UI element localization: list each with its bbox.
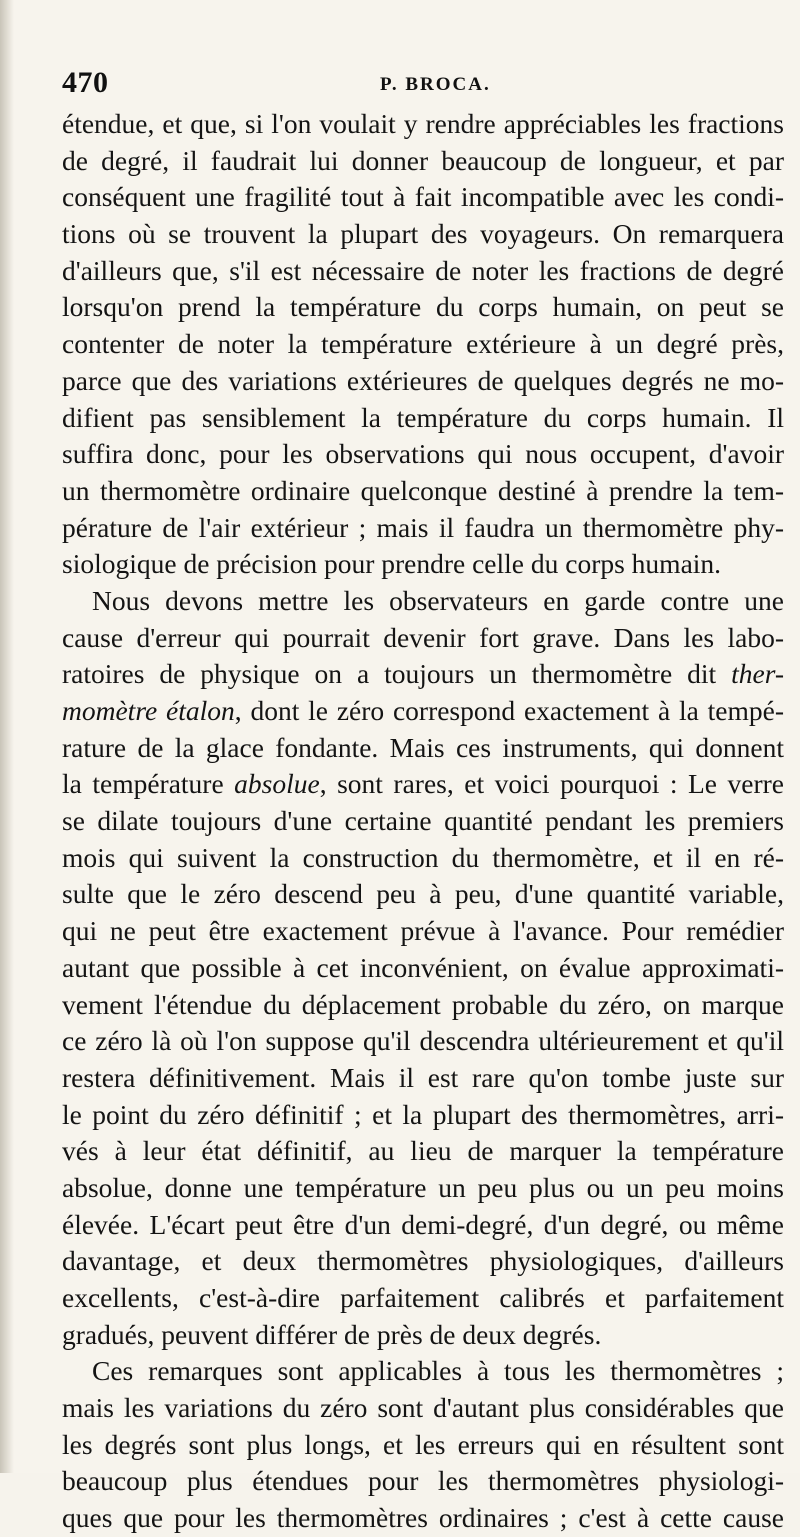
text-line: ce zéro là où l'on suppose qu'il descendra ultérieurement et qu'il: [62, 1025, 784, 1057]
text-line: vement l'étendue du déplacement probable du zéro, on marque: [62, 988, 784, 1020]
text-line-with-italic: [62, 656, 784, 693]
text-line: d'ailleurs que, s'il est nécessaire de noter les fractions de degré: [62, 254, 784, 286]
italic-term: momètre étalon: [62, 695, 235, 726]
italic-term: absolue: [234, 768, 320, 800]
text-line: davantage, et deux thermomètres physiologiques, d'ailleurs: [62, 1245, 784, 1277]
text-line: cause d'erreur qui pourrait devenir fort grave. Dans les labo-: [62, 621, 784, 653]
text-line: tions où se trouvent la plupart des voyageurs. On remarquera: [62, 218, 784, 250]
italic-term: ther-: [731, 658, 784, 690]
text-line: mois qui suivent la construction du thermomètre, et il en ré-: [62, 841, 784, 873]
text-span: , dont le zéro correspond exactement à la tempé-: [234, 695, 784, 726]
running-head: P. BROCA.: [380, 74, 491, 95]
text-line: restera définitivement. Mais il est rare qu'on tombe juste sur: [62, 1061, 784, 1093]
text-line: se dilate toujours d'une certaine quantité pendant les premiers: [62, 805, 784, 837]
text-line: suffira donc, pour les observations qui nous occupent, d'avoir: [62, 438, 784, 470]
text-line: vés à leur état définitif, au lieu de marquer la température: [62, 1135, 784, 1167]
text-span: , sont rares, et voici pourquoi : Le verre: [319, 768, 784, 800]
text-line: Nous devons mettre les observateurs en garde contre une: [92, 584, 784, 616]
text-line-with-italic: [62, 693, 784, 730]
text-line: parce que des variations extérieures de quelques degrés ne mo-: [62, 364, 784, 396]
text-line: gradués, peuvent différer de près de deux degrés.: [62, 1318, 602, 1350]
text-line: rature de la glace fondante. Mais ces instruments, qui donnent: [62, 731, 784, 763]
text-line: de degré, il faudrait lui donner beaucoup de longueur, et par: [62, 144, 784, 176]
page-header: [62, 58, 742, 98]
text-line: conséquent une fragilité tout à fait incompatible avec les condi-: [62, 181, 784, 213]
text-line: autant que possible à cet inconvénient, on évalue approximati-: [62, 951, 784, 983]
text-line: les degrés sont plus longs, et les erreurs qui en résultent sont: [62, 1428, 784, 1460]
text-line: lorsqu'on prend la température du corps humain, on peut se: [62, 291, 784, 323]
text-line: pérature de l'air extérieur ; mais il faudra un thermomètre phy-: [62, 511, 784, 543]
page-number: 470: [62, 66, 109, 99]
body-text: [62, 106, 784, 1537]
text-line-with-italic: [62, 766, 784, 803]
text-line: qui ne peut être exactement prévue à l'avance. Pour remédier: [62, 915, 784, 947]
text-line: contenter de noter la température extérieure à un degré près,: [62, 328, 784, 360]
text-line: excellents, c'est-à-dire parfaitement calibrés et parfaitement: [62, 1282, 784, 1313]
paragraph: [62, 583, 784, 1353]
text-line: mais les variations du zéro sont d'autant plus considérables que: [62, 1392, 784, 1424]
text-line: ques que pour les thermomètres ordinaires ; c'est à cette cause: [62, 1502, 784, 1534]
text-line: Ces remarques sont applicables à tous les thermomètres ;: [92, 1355, 784, 1387]
paragraph: [62, 106, 784, 583]
text-line: le point du zéro définitif ; et la plupart des thermomètres, arri-: [62, 1098, 784, 1130]
text-line: beaucoup plus étendues pour les thermomètres physiologi-: [62, 1465, 784, 1497]
paragraph: [62, 1353, 784, 1536]
text-line: siologique de précision pour prendre celle du corps humain.: [62, 548, 722, 580]
text-line: élevée. L'écart peut être d'un demi-degré, d'un degré, ou même: [62, 1208, 784, 1240]
text-line: difient pas sensiblement la température du corps humain. Il: [62, 401, 784, 433]
text-line: étendue, et que, si l'on voulait y rendre appréciables les fractions: [62, 108, 784, 139]
text-line: sulte que le zéro descend peu à peu, d'une quantité variable,: [62, 878, 784, 910]
text-line: absolue, donne une température un peu plus ou un peu moins: [62, 1171, 784, 1203]
text-line: un thermomètre ordinaire quelconque destiné à prendre la tem-: [62, 474, 784, 506]
text-span: ratoires de physique on a toujours un thermomètre dit: [62, 658, 732, 690]
page-gutter-shadow: [0, 0, 14, 1473]
text-span: la température: [62, 768, 235, 800]
